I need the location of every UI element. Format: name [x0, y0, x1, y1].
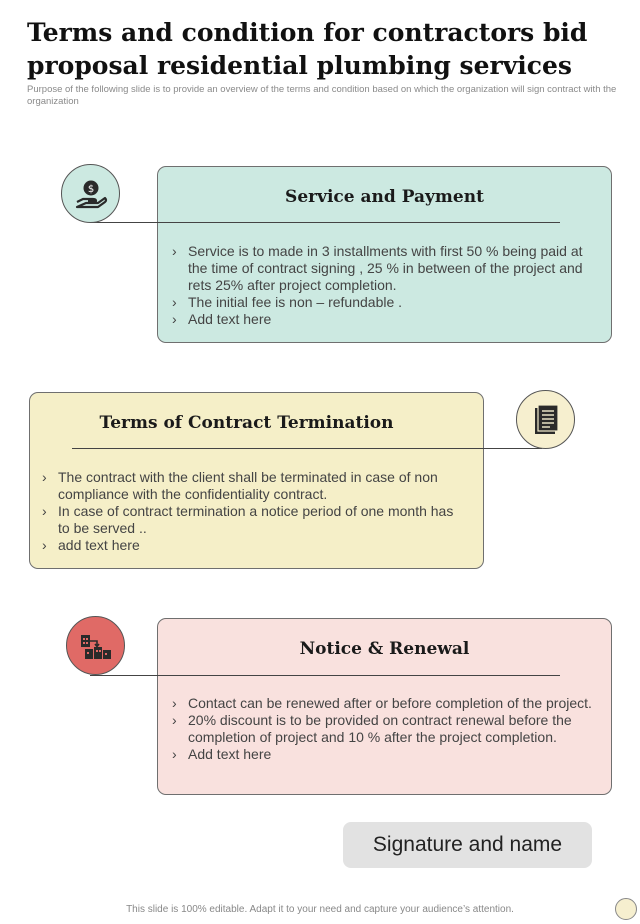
service-payment-title: Service and Payment — [285, 187, 484, 207]
money-hand-icon — [74, 178, 108, 210]
service-payment-card — [157, 166, 612, 343]
page-subtitle: Purpose of the following slide is to provide an overview of the terms and condition based on which the organization will sign contract with the organization — [27, 84, 617, 107]
service-payment-divider — [90, 222, 560, 223]
service-payment-bullets — [172, 243, 597, 328]
notice-renewal-card — [157, 618, 612, 795]
list-item: › The initial fee is non – refundable . — [172, 294, 403, 310]
list-item: › 20% discount is to be provided on contract renewal before the completion of project and 10 % after the project completion. — [172, 712, 572, 745]
termination-title: Terms of Contract Termination — [99, 413, 394, 433]
notice-renewal-icon-circle — [66, 616, 125, 675]
termination-bullets — [42, 469, 467, 554]
svg-text:$: $ — [87, 183, 94, 195]
termination-divider — [72, 448, 542, 449]
list-item: › In case of contract termination a notice period of one month has to be served .. — [42, 503, 454, 536]
notice-renewal-bullets — [172, 695, 597, 763]
list-item: › The contract with the client shall be terminated in case of non compliance with the confidentiality contract. — [42, 469, 438, 502]
buildings-icon — [79, 631, 113, 661]
service-payment-icon-circle — [61, 164, 120, 223]
list-item: › Service is to made in 3 installments with first 50 % being paid at the time of contract signing , 25 % in between of the project and rets 25% after project completion. — [172, 243, 583, 293]
corner-decoration — [615, 898, 637, 920]
document-icon — [531, 403, 561, 437]
list-item: › Contact can be renewed after or before completion of the project. — [172, 695, 592, 711]
page-title: Terms and condition for contractors bid proposal residential plumbing services — [27, 18, 588, 80]
signature-box: Signature and name — [343, 822, 592, 868]
footer-note: This slide is 100% editable. Adapt it to your need and capture your audience’s attention. — [126, 904, 514, 915]
notice-renewal-divider — [90, 675, 560, 676]
list-item: › Add text here — [172, 746, 272, 762]
termination-card — [29, 392, 484, 569]
notice-renewal-title: Notice & Renewal — [299, 639, 470, 659]
list-item: › add text here — [42, 537, 140, 553]
list-item: › Add text here — [172, 311, 272, 327]
termination-icon-circle — [516, 390, 575, 449]
